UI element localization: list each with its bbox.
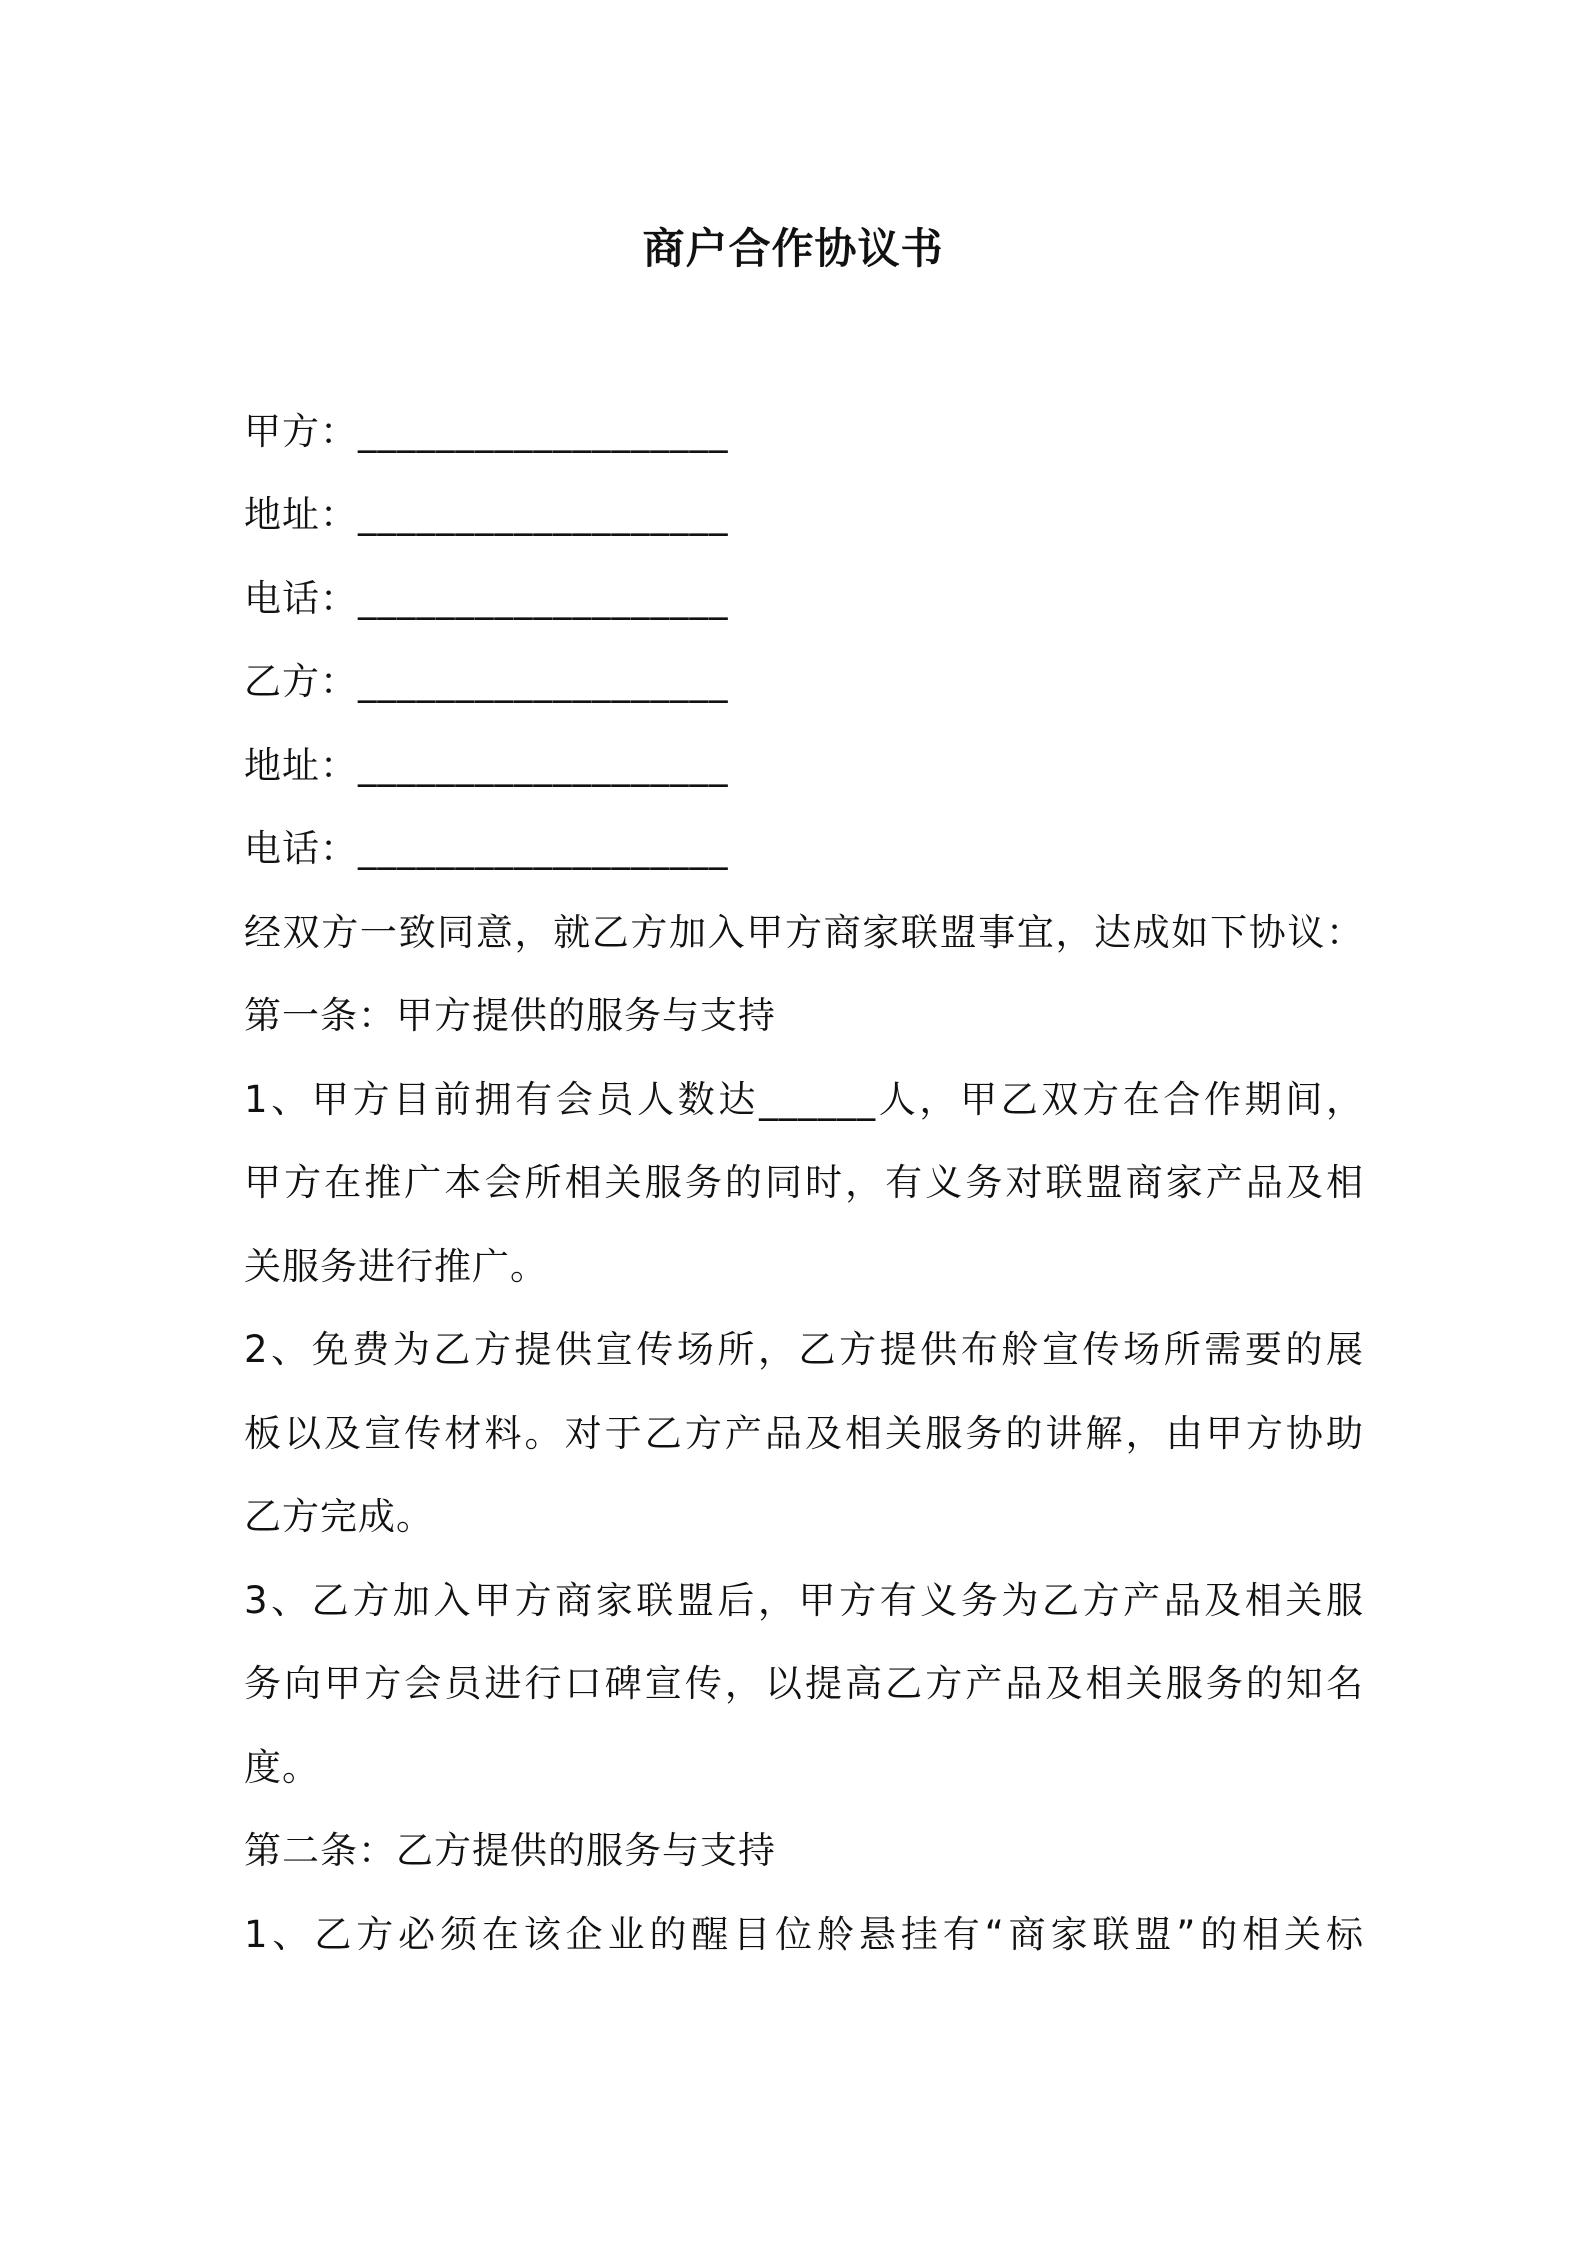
article-2-heading: 第二条：乙方提供的服务与支持 bbox=[244, 1829, 776, 1872]
party-a-address-field: 地址：___________________ bbox=[244, 493, 729, 536]
party-b-phone-field: 电话：___________________ bbox=[244, 827, 729, 870]
party-b-name-field: 乙方：___________________ bbox=[244, 660, 729, 703]
party-a-name-field: 甲方：___________________ bbox=[244, 410, 729, 453]
party-a-phone-field: 电话：___________________ bbox=[244, 577, 729, 620]
article-1-item-3-line: 度。 bbox=[244, 1746, 320, 1789]
article-1-heading: 第一条：甲方提供的服务与支持 bbox=[244, 994, 776, 1037]
article-1-item-2-line: 2、免费为乙方提供宣传场所，乙方提供布舲宣传场所需要的展 bbox=[244, 1328, 1364, 1371]
article-1-item-3-line: 3、乙方加入甲方商家联盟后，甲方有义务为乙方产品及相关服 bbox=[244, 1579, 1364, 1622]
article-1-item-2-line: 乙方完成。 bbox=[244, 1495, 434, 1538]
party-b-address-field: 地址：___________________ bbox=[244, 744, 729, 787]
article-1-item-2-line: 板以及宣传材料。对于乙方产品及相关服务的讲解，由甲方协助 bbox=[244, 1412, 1364, 1455]
article-2-item-1-line: 1、乙方必须在该企业的醒目位舲悬挂有“商家联盟”的相关标 bbox=[244, 1913, 1364, 1956]
document-title: 商户合作协议书 bbox=[642, 224, 944, 273]
article-1-item-1-line: 甲方在推广本会所相关服务的同时，有义务对联盟商家产品及相 bbox=[244, 1161, 1364, 1204]
article-1-item-1-line: 关服务进行推广。 bbox=[244, 1245, 548, 1288]
article-1-item-3-line: 务向甲方会员进行口碑宣传，以提高乙方产品及相关服务的知名 bbox=[244, 1662, 1364, 1705]
article-1-item-1-line: 1、甲方目前拥有会员人数达______人，甲乙双方在合作期间， bbox=[244, 1078, 1364, 1121]
preamble: 经双方一致同意，就乙方加入甲方商家联盟事宜，达成如下协议： bbox=[244, 911, 1364, 954]
